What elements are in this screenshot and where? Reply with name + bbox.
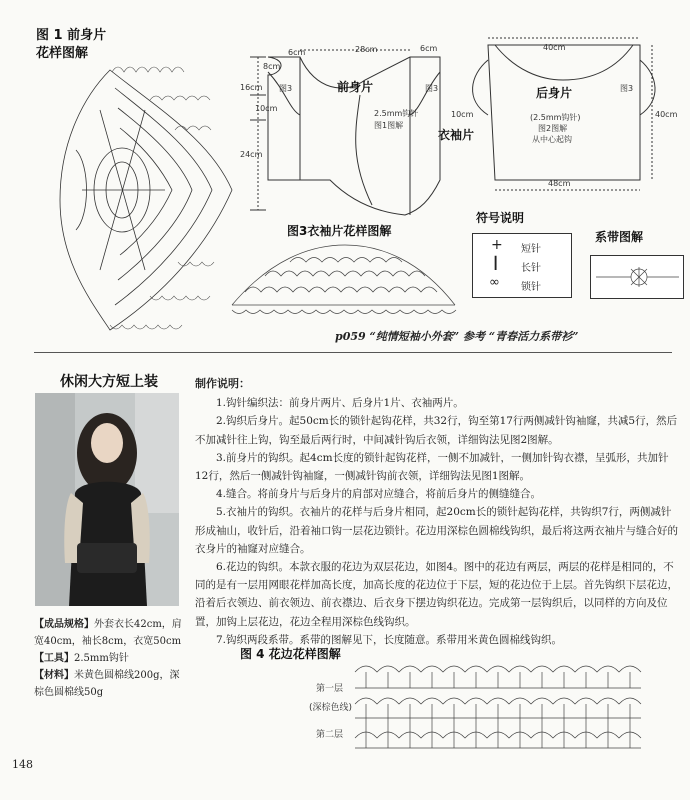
fig1-title: 图 1 前身片 bbox=[36, 28, 107, 43]
legend-symbol-dc: ┃ bbox=[492, 256, 500, 270]
sleeve-label: 衣袖片 bbox=[438, 128, 475, 142]
dim-48cm: 48cm bbox=[548, 179, 571, 188]
dim-6cm-a: 6cm bbox=[288, 48, 306, 57]
spec-material-text: 米黄色圆棉线200g，深棕色圆棉线50g bbox=[34, 670, 180, 698]
dim-6cm-b: 6cm bbox=[420, 44, 438, 53]
fig3-ref-front: 图3 bbox=[279, 84, 293, 93]
back-note-start: 从中心起钩 bbox=[532, 135, 572, 144]
front-note-chart: 图1图解 bbox=[374, 121, 404, 130]
legend-label-ch: 锁针 bbox=[521, 282, 541, 293]
fig1-subtitle: 花样图解 bbox=[36, 46, 89, 61]
instruction-step: 2.钩织后身片。起50cm长的锁针起钩花样，共32行，钩至第17行两侧减针钩袖窿，共减5行，然后不加减针往上钩，钩至最后两行时，中间减针钩后衣领，详细钩法见图2图解。 bbox=[195, 415, 678, 446]
fig4-layer-note: (深棕色线) bbox=[309, 703, 353, 713]
fig4-layer1: 第一层 bbox=[316, 684, 344, 694]
instruction-step: 1.钩针编织法：前身片两片、后身片1片、衣袖两片。 bbox=[216, 397, 464, 410]
dim-10cm-a: 10cm bbox=[255, 104, 278, 113]
dim-28cm: 28cm bbox=[355, 45, 378, 54]
product-title: 休闲大方短上装 bbox=[60, 374, 158, 390]
instruction-step: 6.花边的钩织。本款衣服的花边为双层花边，如图4。图中的花边有两层，两层的花样是相同的，不同的是有一层用网眼花样加高长度，加高长度的花边位于下层，短的花边位于上层。首先钩织下层花边，沿着后衣领边、前衣领边、前衣襟边、后衣身下摆边钩织花边。完成第一层钩织后，以同样的方向及位置，加钩上层花边，花边全程用深棕色线钩织。 bbox=[195, 561, 678, 628]
spec-tool-label: 【工具】 bbox=[34, 653, 74, 664]
spec-tool-text: 2.5mm钩针 bbox=[74, 653, 129, 664]
back-note-chart: 图2图解 bbox=[538, 124, 568, 133]
spec-material-label: 【材料】 bbox=[34, 670, 74, 681]
legend-title: 符号说明 bbox=[476, 211, 525, 225]
instruction-step: 7.钩织两段系带。系带的图解见下，长度随意。系带用米黄色圆棉线钩织。 bbox=[216, 633, 563, 646]
page-number: 148 bbox=[12, 758, 33, 771]
legend-symbol-plus: + bbox=[491, 237, 503, 253]
tie-title: 系带图解 bbox=[595, 230, 644, 244]
dim-10cm-b: 10cm bbox=[451, 110, 474, 119]
fig4-title: 图 4 花边花样图解 bbox=[240, 647, 341, 661]
spec-size-text: 外套衣长42cm，肩宽40cm，袖长8cm，衣宽50cm bbox=[34, 619, 182, 647]
legend-symbol-ch: ∞ bbox=[489, 275, 500, 290]
instruction-step: 3.前身片的钩织。起4cm长度的锁针起钩花样，一侧不加减针，一侧加针钩衣襟，呈弧形，共加针12行，然后一侧减针钩袖窿，一侧减针钩前衣领，详细钩法见图1图解。 bbox=[195, 451, 669, 483]
instructions-title: 制作说明： bbox=[195, 377, 250, 390]
legend-label-dc: 长针 bbox=[521, 263, 541, 274]
spec-size-label: 【成品规格】 bbox=[34, 619, 94, 630]
dim-24cm: 24cm bbox=[240, 150, 263, 159]
front-note-hook: 2.5mm钩针 bbox=[374, 109, 419, 118]
fig4-layer2: 第二层 bbox=[316, 730, 344, 740]
back-body-label: 后身片 bbox=[536, 86, 573, 100]
fig3-title: 图3衣袖片花样图解 bbox=[287, 224, 392, 238]
fig3-ref-back: 图3 bbox=[620, 84, 634, 93]
legend-label-sc: 短针 bbox=[521, 244, 541, 255]
instruction-step: 4.缝合。将前身片与后身片的肩部对应缝合，将前后身片的侧缝缝合。 bbox=[216, 488, 542, 501]
instruction-step: 5.衣袖片的钩织。衣袖片的花样与后身片相同，起20cm长的锁针起钩花样，共钩织7行，两侧减针形成袖山，收针后，沿着袖口钩一层花边锁针。花边用深棕色圆棉线钩织，最后将这两衣袖片与缝合好的衣身片的袖窿对应缝合。 bbox=[195, 506, 678, 555]
dim-40cm: 40cm bbox=[543, 43, 566, 52]
page-reference: p059 “纯情短袖小外套” 参考 “青春活力系带衫” bbox=[335, 330, 579, 343]
dim-8cm: 8cm bbox=[263, 62, 281, 71]
front-body-label: 前身片 bbox=[337, 80, 374, 94]
dim-40cm-height: 40cm bbox=[655, 110, 678, 119]
dim-16cm: 16cm bbox=[240, 83, 263, 92]
fig3-ref-sleeve: 图3 bbox=[425, 84, 439, 93]
back-note-hook: (2.5mm钩针) bbox=[530, 113, 581, 122]
